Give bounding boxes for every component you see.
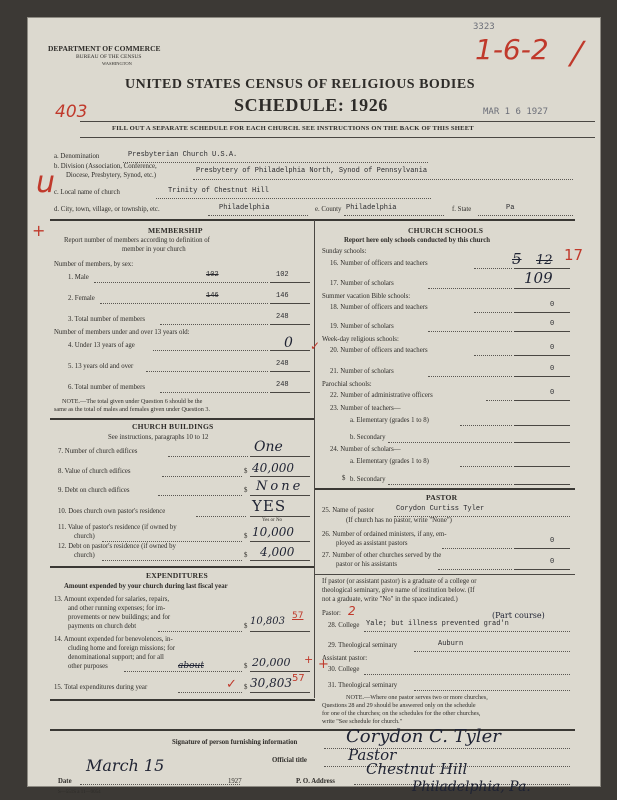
pastor-note-line4: write "See schedule for church." (322, 718, 403, 725)
q11-value-label-line2: church) (74, 533, 95, 540)
q25-hint: (If church has no pastor, write "None") (346, 517, 452, 524)
q28-college-value: Yale; but illness prevented grad'n (366, 620, 509, 628)
q20-value: 0 (550, 344, 555, 352)
q13-value: 10,803 (250, 616, 285, 627)
q13-label-line4: payments on church debt (68, 623, 137, 630)
parochial-schools-label: Parochial schools: (322, 381, 372, 388)
q26-label-line2: ployed as assistant pastors (336, 540, 408, 547)
q9-dollar-sign: $ (244, 487, 248, 494)
q7-edifices-value: One (254, 439, 283, 455)
q13-label-line1: 13. Amount expended for salaries, repairs, (54, 596, 170, 603)
county-value: Philadelphia (346, 204, 397, 212)
schools-intro: Report here only schools conducted by this church (344, 237, 491, 244)
red-plus-q30: + (318, 657, 329, 672)
signature-label: Signature of person furnishing information (172, 739, 298, 746)
q21-label: 21. Number of scholars (330, 368, 394, 375)
q8-dollar-sign: $ (244, 468, 248, 475)
q29-seminary-value: Auburn (438, 640, 464, 648)
red-pencil-letter: u (36, 165, 56, 200)
city-value: Philadelphia (219, 204, 270, 212)
county-label: e. County (315, 206, 342, 213)
expenditures-intro: Amount expended by your church during last fiscal year (64, 583, 228, 590)
q27-label-line2: pastor or his assistants (336, 561, 397, 568)
membership-note-line2: same as the total of males and females given under Question 3. (54, 406, 211, 413)
q1-male-value: 102 (276, 271, 289, 279)
q2-female-value: 146 (276, 292, 289, 300)
q14-dollar-sign: $ (244, 663, 248, 670)
date-label: Date (58, 778, 72, 785)
q26-value: 0 (550, 537, 555, 545)
q20-label: 20. Number of officers and teachers (330, 347, 428, 354)
q13-label-line3: provements or new buildings; and for (68, 614, 171, 621)
q7-edifices-label: 7. Number of church edifices (58, 448, 138, 455)
q5-over13-label: 5. 13 years old and over (68, 363, 134, 370)
red-pencil-code: 1-6-2 (475, 33, 549, 66)
vacation-schools-label: Summer vacation Bible schools: (322, 293, 411, 300)
po-address-value-line2: Philadelphia, Pa. (412, 779, 531, 795)
q25-pastor-name: Corydon Curtiss Tyler (396, 505, 485, 513)
received-date-stamp: MAR 1 6 1927 (483, 107, 549, 117)
red-check-q15: ✓ (226, 677, 237, 692)
bureau-city: WASHINGTON (102, 61, 132, 66)
q1-male-label: 1. Male (68, 274, 89, 281)
q10-yes-no-hint: Yes or No (262, 518, 283, 523)
q15-total-label: 15. Total expenditures during year (54, 684, 148, 691)
red-tick-q4: ✓ (310, 339, 321, 353)
q26-label-line1: 26. Number of ordained ministers, if any, em- (322, 531, 447, 538)
q15-dollar-sign: $ (244, 684, 248, 691)
q14-label-line3: denominational support; and for all (68, 654, 164, 661)
q5-over13-value: 248 (276, 360, 289, 368)
division-value: Presbytery of Philadelphia North, Synod of Pennsylvania (196, 167, 428, 175)
weekday-schools-label: Week-day religious schools: (322, 336, 399, 343)
graduate-instruction-line3: not a graduate, write "No" in the space indicated.) (322, 596, 458, 603)
q1-male-struck: 102 (206, 271, 219, 279)
members-by-age-label: Number of members under and over 13 years old: (54, 329, 190, 336)
q12-debt-label-line1: 12. Debt on pastor's residence (if owned by (58, 543, 176, 550)
official-title-value: Pastor (348, 746, 397, 764)
q9-debt-label: 9. Debt on church edifices (58, 487, 130, 494)
q16-value: 5 (512, 250, 522, 268)
pastor-note-line1: NOTE.—Where one pastor serves two or more churches, (346, 694, 488, 701)
q18-value: 0 (550, 301, 555, 309)
date-value: March 15 (86, 756, 165, 775)
pastor-heading: PASTOR (426, 493, 458, 502)
graduate-instruction-line2: theological seminary, give name of institution below. (If (322, 587, 475, 594)
q19-value: 0 (550, 320, 555, 328)
q23-label: 23. Number of teachers— (330, 405, 401, 412)
q11-dollar-sign: $ (244, 533, 248, 540)
date-year: 1927 (228, 778, 242, 785)
q12-debt-value: 4,000 (260, 545, 295, 559)
local-name-value: Trinity of Chestnut Hill (168, 187, 269, 195)
serial-stamp: 3323 (473, 22, 495, 32)
sunday-schools-label: Sunday schools: (322, 248, 367, 255)
q29-seminary-label: 29. Theological seminary (328, 642, 398, 649)
q21-value: 0 (550, 365, 555, 373)
q3-total-label: 3. Total number of members (68, 316, 145, 323)
red-plus-mark: + (32, 221, 46, 240)
q14-value: 20,000 (252, 656, 291, 669)
q2-female-struck: 146 (206, 292, 219, 300)
local-name-label: c. Local name of church (54, 189, 120, 196)
buildings-intro: See instructions, paragraphs 10 to 12 (108, 434, 209, 441)
q28-part-course-note: (Part course) (492, 611, 545, 620)
pastor-note-line2: Questions 28 and 29 should be answered only on the schedule (322, 702, 476, 709)
red-pencil-number: 403 (55, 102, 88, 122)
q23a-label: a. Elementary (grades 1 to 8) (350, 417, 429, 424)
q6-total-label: 6. Total number of members (68, 384, 145, 391)
separate-schedule-instruction: FILL OUT A SEPARATE SCHEDULE FOR EACH CHURCH. SEE INSTRUCTIONS ON THE BACK OF THIS SHEET (112, 125, 474, 132)
q14-label-line1: 14. Amount expended for benevolences, in- (54, 636, 173, 643)
q17-label: 17. Number of scholars (330, 280, 394, 287)
buildings-heading: CHURCH BUILDINGS (132, 422, 214, 431)
state-label: f. State (452, 206, 472, 213)
q14-about-note: about (178, 661, 204, 671)
q15-total-value: 30,803 (250, 676, 292, 690)
po-address-label: P. O. Address (296, 778, 335, 785)
state-value: Pa (506, 204, 515, 212)
q24a-label: a. Elementary (grades 1 to 8) (350, 458, 429, 465)
q8-value-value: 40,000 (252, 461, 294, 475)
city-label: d. City, town, village, or township, etc. (54, 206, 160, 213)
q13-red-cents: 57 (292, 611, 304, 621)
q22-label: 22. Number of administrative officers (330, 392, 433, 399)
membership-heading: MEMBERSHIP (148, 226, 203, 235)
q22-value: 0 (550, 389, 555, 397)
q17-value: 109 (524, 269, 553, 287)
q3-total-value: 248 (276, 313, 289, 321)
denomination-label: a. Denomination (54, 153, 100, 160)
q24-label: 24. Number of scholars— (330, 446, 401, 453)
graduate-instruction-line1: If pastor (or assistant pastor) is a graduate of a college or (322, 578, 477, 585)
denomination-value: Presbyterian Church U.S.A. (128, 151, 238, 159)
form-number: S—551S a 11—9054 (58, 790, 101, 795)
q12-dollar-sign: $ (244, 552, 248, 559)
red-check-mark: ⁄ (574, 35, 580, 75)
schedule-title: SCHEDULE: 1926 (234, 95, 388, 115)
census-schedule-sheet (28, 18, 600, 795)
official-title-label: Official title (272, 757, 307, 764)
q13-label-line2: and other running expenses; for im- (68, 605, 166, 612)
red-plus-q14: + (304, 653, 314, 666)
q8-value-label: 8. Value of church edifices (58, 468, 131, 475)
membership-intro-line2: member in your church (122, 246, 186, 253)
members-by-sex-label: Number of members, by sex: (54, 261, 134, 268)
q2-female-label: 2. Female (68, 295, 95, 302)
q10-residence-value: YES (252, 497, 287, 515)
q4-under13-value: 0 (284, 335, 293, 351)
q18-label: 18. Number of officers and teachers (330, 304, 428, 311)
pastor-note-line3: for one of the churches; on the schedules for the other churches, (322, 710, 481, 717)
division-label-line2: Diocese, Presbytery, Synod, etc.) (66, 172, 156, 179)
q24b-dollar-sign: $ (342, 475, 346, 482)
q27-label-line1: 27. Number of other churches served by the (322, 552, 442, 559)
department-name: DEPARTMENT OF COMMERCE (48, 44, 161, 53)
pastor-subsection-label: Pastor: (322, 610, 341, 617)
q11-value-label-line1: 11. Value of pastor's residence (if owned by (58, 524, 177, 531)
assistant-pastor-label: Assistant pastor: (322, 655, 368, 662)
q12-debt-label-line2: church) (74, 552, 95, 559)
q30-college-label: 30. College (328, 666, 360, 673)
q15-red-cents: 57 (292, 673, 305, 684)
q16-value-b: 12 (536, 253, 553, 268)
q16-red-value: 17 (564, 246, 584, 264)
schools-heading: CHURCH SCHOOLS (408, 226, 484, 235)
q11-value-value: 10,000 (252, 525, 294, 539)
signature-value: Corydon C. Tyler (346, 726, 501, 747)
q19-label: 19. Number of scholars (330, 323, 394, 330)
q9-debt-value: None (256, 479, 304, 494)
q24b-label: b. Secondary (350, 476, 386, 483)
q6-total-value: 248 (276, 381, 289, 389)
q31-seminary-label: 31. Theological seminary (328, 682, 398, 689)
q25-label: 25. Name of pastor (322, 507, 375, 514)
q4-under13-label: 4. Under 13 years of age (68, 342, 135, 349)
bureau-name: BUREAU OF THE CENSUS (76, 54, 142, 60)
pastor-red-mark: 2 (348, 604, 356, 618)
q14-label-line2: cluding home and foreign missions; for (68, 645, 176, 652)
form-title: UNITED STATES CENSUS OF RELIGIOUS BODIES (125, 77, 476, 92)
q14-label-line4: other purposes (68, 663, 108, 670)
expenditures-heading: EXPENDITURES (146, 571, 208, 580)
q16-label: 16. Number of officers and teachers (330, 260, 428, 267)
q28-college-label: 28. College (328, 622, 360, 629)
membership-note-line1: NOTE.—The total given under Question 6 should be the (62, 398, 203, 405)
q10-residence-label: 10. Does church own pastor's residence (58, 508, 166, 515)
q13-dollar-sign: $ (244, 623, 248, 630)
q27-value: 0 (550, 558, 555, 566)
division-label-line1: b. Division (Association, Conference, (54, 163, 157, 170)
q23b-label: b. Secondary (350, 434, 386, 441)
membership-intro-line1: Report number of members according to definition of (64, 237, 210, 244)
po-address-value-line1: Chestnut Hill (366, 760, 468, 778)
